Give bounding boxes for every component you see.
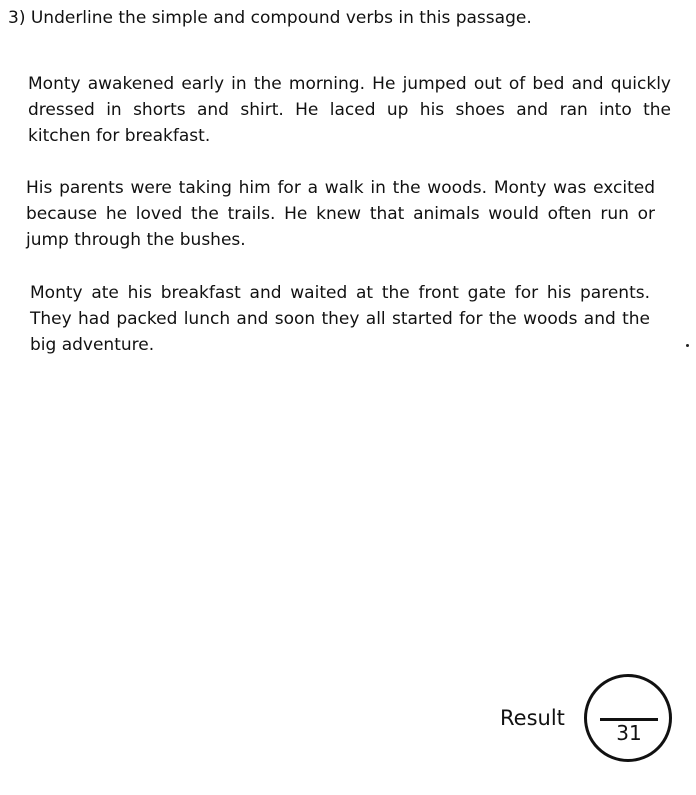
passage-line: because he loved the trails. He knew that animals would often run or <box>26 204 655 224</box>
passage-paragraph-2 <box>26 175 655 253</box>
passage-line: kitchen for breakfast. <box>28 126 211 146</box>
passage-line: big adventure. <box>30 335 155 355</box>
stray-dot <box>686 344 689 347</box>
result-total: 31 <box>616 721 642 745</box>
question-prompt: 3) Underline the simple and compound verbs in this passage. <box>8 8 532 28</box>
passage-line: Monty awakened early in the morning. He jumped out of bed and quickly <box>28 74 671 94</box>
passage-line: They had packed lunch and soon they all started for the woods and the <box>30 309 650 329</box>
passage-line: His parents were taking him for a walk in the woods. Monty was excited <box>26 178 655 198</box>
passage-line: Monty ate his breakfast and waited at the front gate for his parents. <box>30 283 650 303</box>
passage-paragraph-3 <box>30 280 650 358</box>
result-label: Result <box>500 706 565 730</box>
passage-paragraph-1 <box>28 71 671 149</box>
passage-line: jump through the bushes. <box>26 230 246 250</box>
passage-line: dressed in shorts and shirt. He laced up his shoes and ran into the <box>28 100 671 120</box>
